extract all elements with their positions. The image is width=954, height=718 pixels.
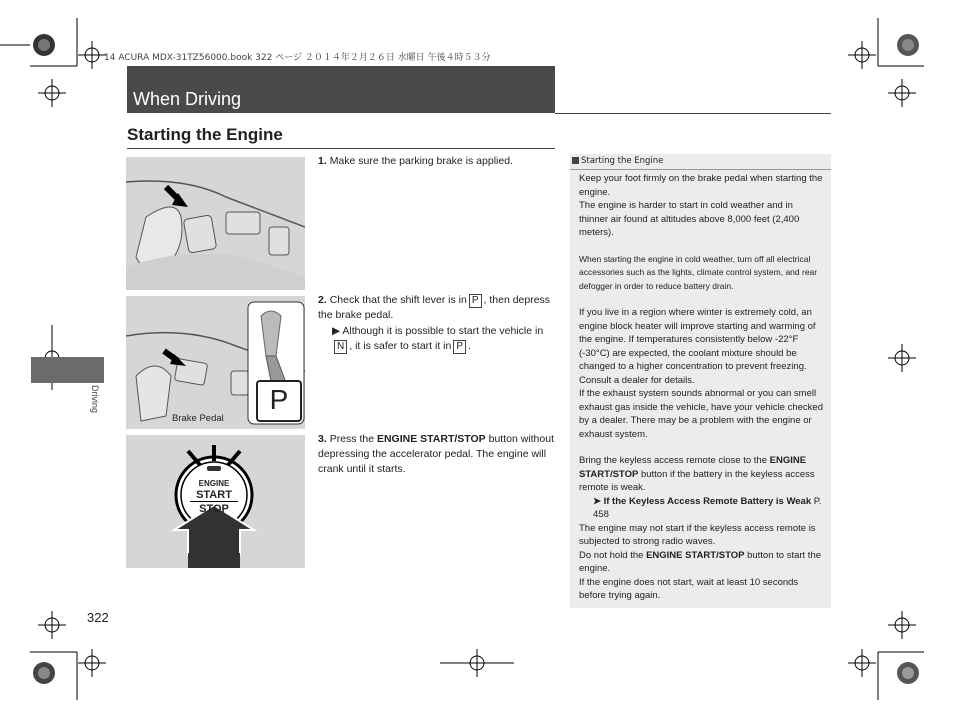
section-rule xyxy=(127,148,555,149)
chapter-title: When Driving xyxy=(133,89,242,109)
shift-p-label: P xyxy=(256,380,302,422)
arrow-right-icon: ▶ xyxy=(332,325,341,337)
step-2-subnote: ▶ Although it is possible to start the vehicle inN , it is safer to start it in P . xyxy=(332,325,544,352)
reference-arrow-icon: ➤ xyxy=(593,495,601,507)
note-title: Starting the Engine xyxy=(581,156,664,166)
button-stop-text: STOP xyxy=(199,503,229,515)
key-p-icon: P xyxy=(453,340,466,354)
cross-reference-link[interactable]: ➤ If the Keyless Access Remote Battery is Weak P. 458 xyxy=(593,495,822,520)
figure-parking-brake xyxy=(126,157,305,290)
key-n-icon: N xyxy=(334,340,347,354)
figure-shift-brake xyxy=(126,296,305,429)
brake-pedal-label: Brake Pedal xyxy=(172,413,224,424)
print-header: 14 ACURA MDX-31TZ56000.book 322 ページ ２０１４年２月２６日 水曜日 午後４時５３分 xyxy=(104,53,491,63)
button-start-text: START xyxy=(190,489,238,502)
chapter-title-bar xyxy=(127,66,555,113)
title-rule xyxy=(555,113,831,114)
parking-brake-illustration xyxy=(126,157,305,290)
note-header xyxy=(570,154,831,170)
key-p-icon: P xyxy=(469,294,482,308)
step-3: 3. Press the ENGINE START/STOP button without depressing the accelerator pedal. The engine will crank until it starts. xyxy=(318,433,554,475)
section-title: Starting the Engine xyxy=(127,125,283,144)
note-body: Keep your foot firmly on the brake pedal when starting the engine. The engine is harder to start in cold weather and in thinner air found at altitudes above 8,000 feet (2,400 meters). When starting the engine in cold weather, turn off all electrical accessories such as the lights, climate control system, and rear defogger in order to reduce battery drain. If you live in a region where winter is extremely cold, an engine block heater will improve starting and warming of the engine. If temperatures consistently below -22°F (-30°C) are expected, the coolant mixture should be changed to a higher concentration to prevent freezing. Consult a dealer for details. If the exhaust system sounds abnormal or you can smell exhaust gas inside the vehicle, have your vehicle checked by a dealer. There may be a problem with the engine or exhaust system. Bring the keyless access remote close to the ENGINE START/STOP button if the battery in the keyless access remote is weak. ➤ If the Keyless Access Remote Battery is Weak P. 458 The engine may not start if the keyless access remote is subjected to strong radio waves. Do not hold the ENGINE START/STOP button to start the engine. If the engine does not start, wait at least 10 seconds before trying again. xyxy=(579,173,823,601)
side-note xyxy=(570,154,831,608)
step-1: 1. Make sure the parking brake is applied. xyxy=(318,155,513,167)
step-2: 2. Check that the shift lever is in P , then depress the brake pedal. ▶ Although it is possible to start the vehicle inN , it is safer to start it in P . xyxy=(318,293,558,354)
side-tab-label: Driving xyxy=(90,385,100,414)
page-number: 322 xyxy=(87,610,109,625)
figure-start-button xyxy=(126,435,305,568)
note-marker-icon xyxy=(572,157,579,164)
button-engine-text: ENGINE xyxy=(198,479,230,488)
side-tab xyxy=(31,357,104,383)
